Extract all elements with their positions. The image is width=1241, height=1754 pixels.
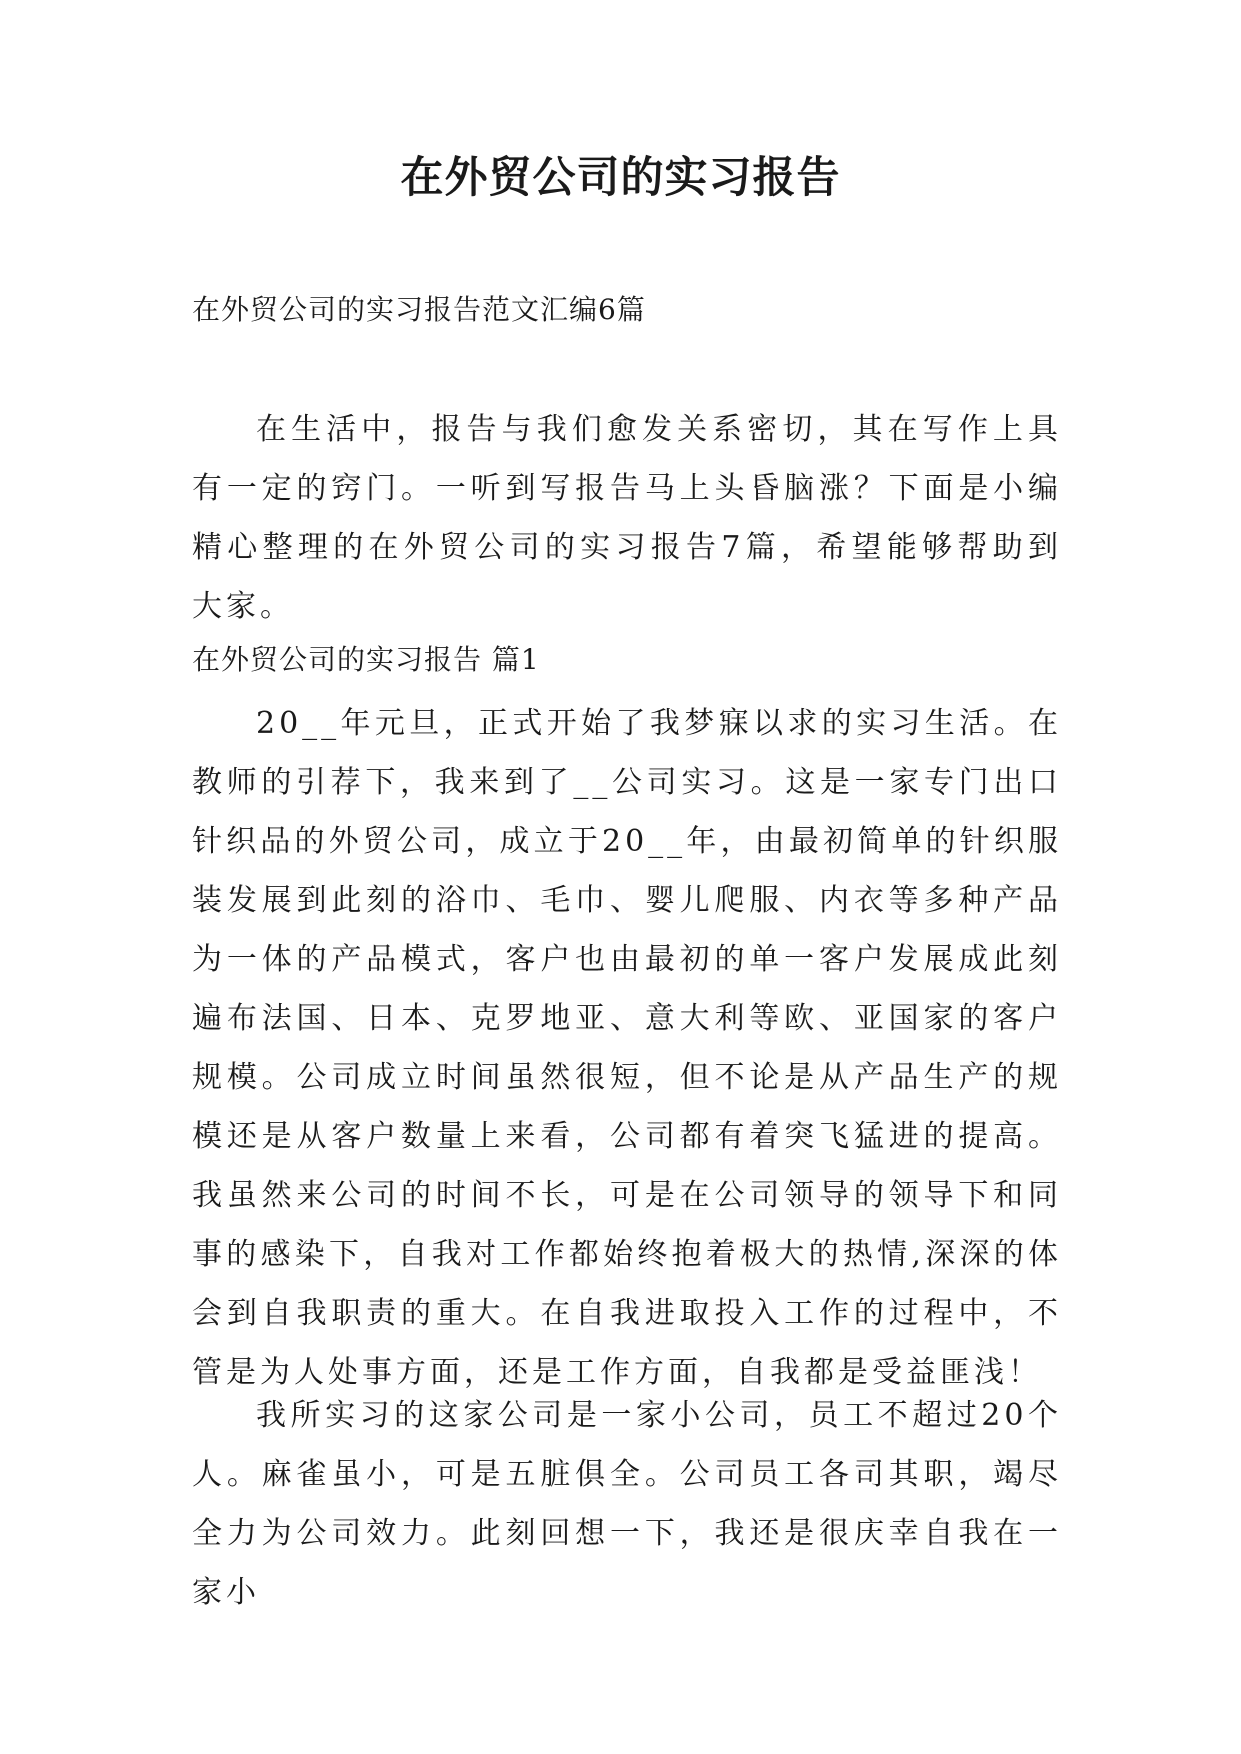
section-heading: 在外贸公司的实习报告 篇1 [192,643,540,676]
body-paragraph-2: 我所实习的这家公司是一家小公司，员工不超过20个人。麻雀虽小，可是五脏俱全。公司员工各司其职，竭尽全力为公司效力。此刻回想一下，我还是很庆幸自我在一家小 [192,1398,1062,1610]
body-paragraph-1: 20__年元旦，正式开始了我梦寐以求的实习生活。在教师的引荐下，我来到了__公司实习。这是一家专门出口针织品的外贸公司，成立于20__年，由最初简单的针织服装发展到此刻的浴巾、毛巾、婴儿爬服、内衣等多种产品为一体的产品模式，客户也由最初的单一客户发展成此刻遍布法国、日本、克罗地亚、意大利等欧、亚国家的客户规模。公司成立时间虽然很短，但不论是从产品生产的规模还是从客户数量上来看，公司都有着突飞猛进的提高。我虽然来公司的时间不长，可是在公司领导的领导下和同事的感染下，自我对工作都始终抱着极大的热情,深深的体会到自我职责的重大。在自我进取投入工作的过程中，不管是为人处事方面，还是工作方面，自我都是受益匪浅！ [192,706,1062,1390]
document-subtitle: 在外贸公司的实习报告范文汇编6篇 [192,293,646,326]
intro-paragraph: 在生活中，报告与我们愈发关系密切，其在写作上具有一定的窍门。一听到写报告马上头昏脑涨？下面是小编精心整理的在外贸公司的实习报告7篇，希望能够帮助到大家。 [192,412,1062,624]
document-title: 在外贸公司的实习报告 [400,153,841,203]
